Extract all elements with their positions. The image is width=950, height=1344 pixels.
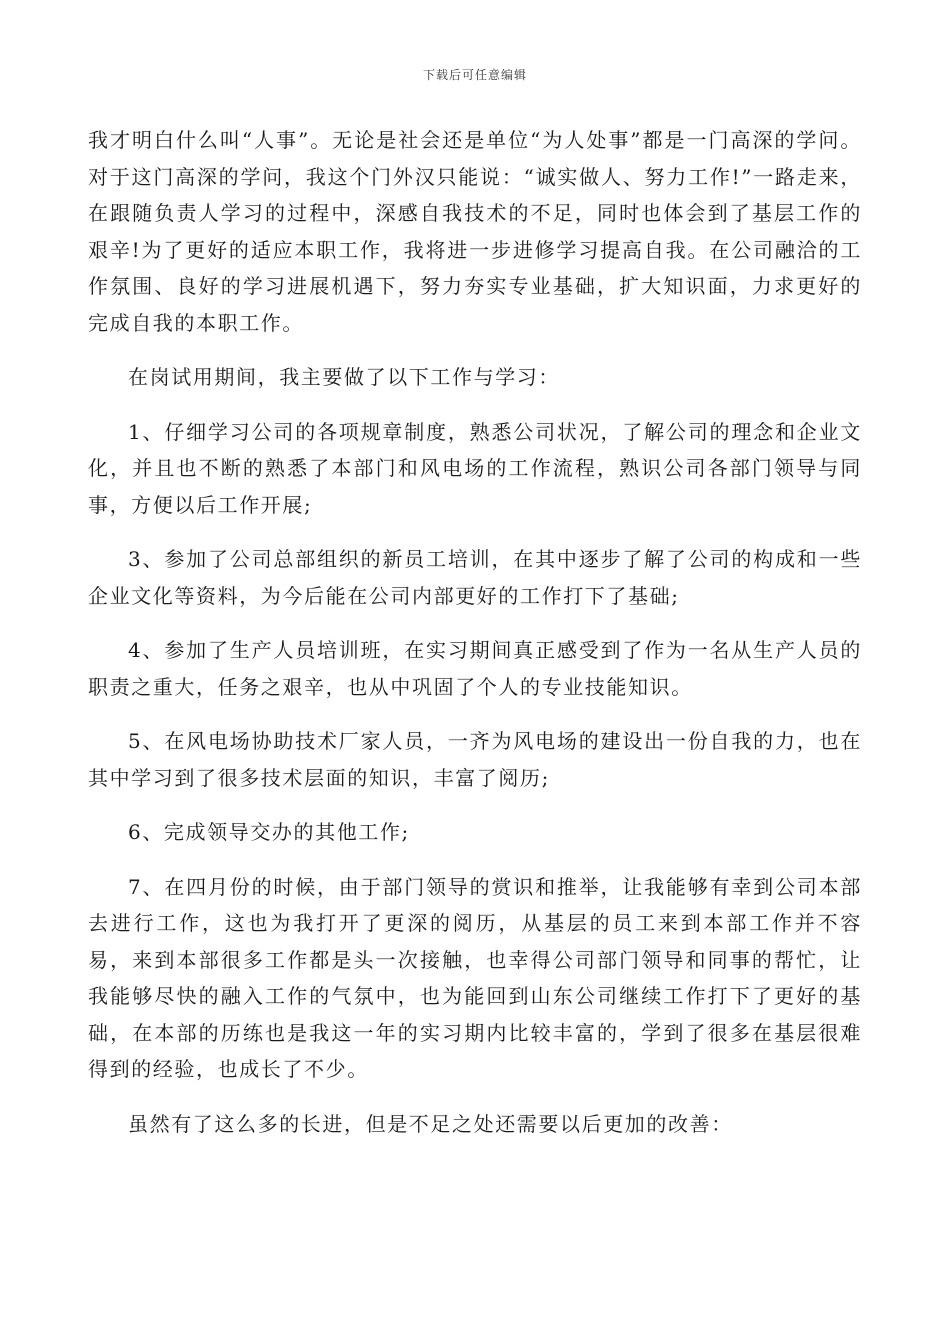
paragraph-continuation: 我才明白什么叫“人事”。无论是社会还是单位“为人处事”都是一门高深的学问。对于这门高深的学问，我这个门外汉只能说：“诚实做人、努力工作!”一路走来，在跟随负责人学习的过程中，深感自我技术的不足，同时也体会到了基层工作的艰辛!为了更好的适应本职工作，我将进一步进修学习提高自我。在公司融洽的工作氛围、良好的学习进展机遇下，努力夯实专业基础，扩大知识面，力求更好的完成自我的本职工作。 <box>88 128 862 335</box>
page-header: 下载后可任意编辑 <box>422 68 527 82</box>
paragraph-item-5: 5、在风电场协助技术厂家人员，一齐为风电场的建设出一份自我的力，也在其中学习到了很多技术层面的知识，丰富了阅历; <box>88 729 862 790</box>
paragraph-item-6: 6、完成领导交办的其他工作; <box>128 820 410 844</box>
paragraph-item-7: 7、在四月份的时候，由于部门领导的赏识和推举，让我能够有幸到公司本部去进行工作，这也为我打开了更深的阅历，从基层的员工来到本部工作并不容易，来到本部很多工作都是头一次接触，也幸得公司部门领导和同事的帮忙，让我能够尽快的融入工作的气氛中，也为能回到山东公司继续工作打下了更好的基础，在本部的历练也是我这一年的实习期内比较丰富的，学到了很多在基层很难得到的经验，也成长了不少。 <box>88 874 862 1081</box>
paragraph-intro: 在岗试用期间，我主要做了以下工作与学习： <box>128 365 560 389</box>
paragraph-closing: 虽然有了这么多的长进，但是不足之处还需要以后更加的改善： <box>128 1111 733 1136</box>
paragraph-item-4: 4、参加了生产人员培训班，在实习期间真正感受到了作为一名从生产人员的职责之重大，任务之艰辛，也从中巩固了个人的专业技能知识。 <box>88 638 862 699</box>
document-body <box>88 122 862 1160</box>
paragraph-item-3: 3、参加了公司总部组织的新员工培训，在其中逐步了解了公司的构成和一些企业文化等资料，为今后能在公司内部更好的工作打下了基础; <box>88 547 862 608</box>
paragraph-item-1: 1、仔细学习公司的各项规章制度，熟悉公司状况，了解公司的理念和企业文化，并且也不断的熟悉了本部门和风电场的工作流程，熟识公司各部门领导与同事，方便以后工作开展; <box>88 419 862 517</box>
